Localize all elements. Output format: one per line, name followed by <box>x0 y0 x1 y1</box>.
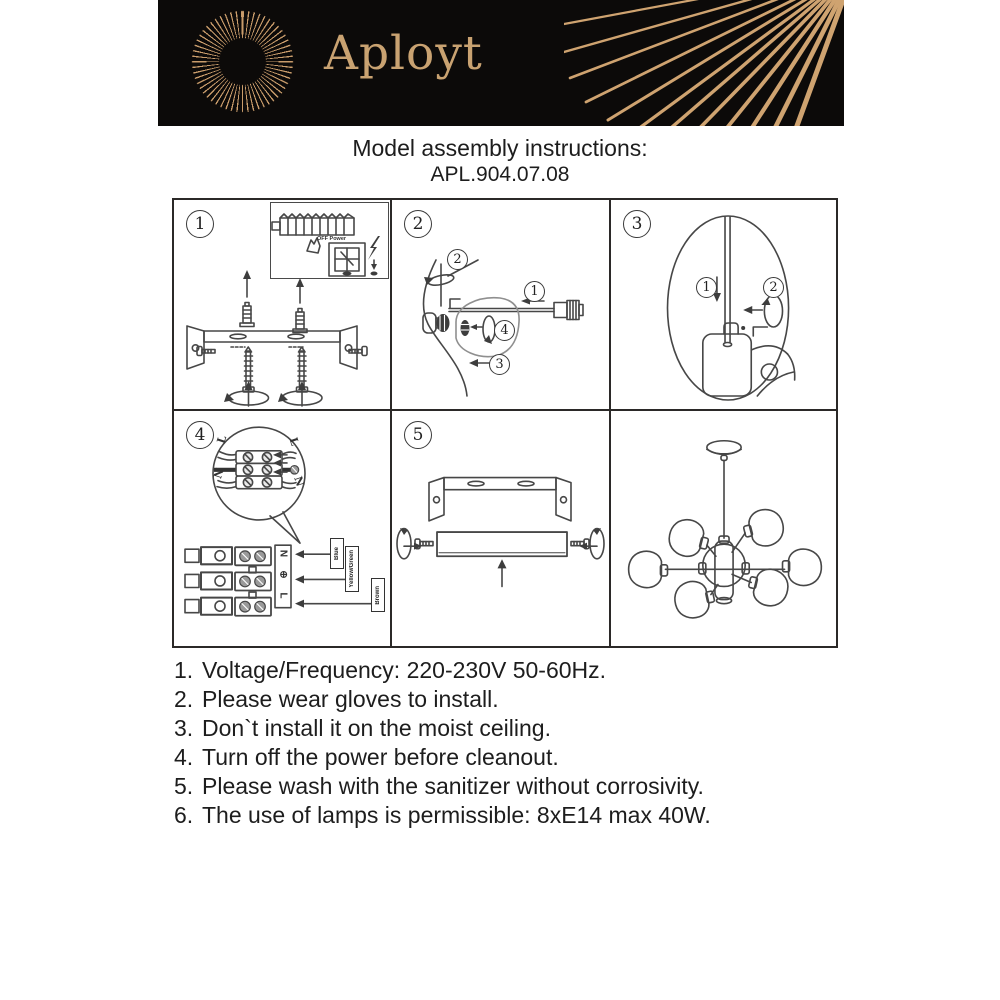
list-item: 1. Voltage/Frequency: 220-230V 50-60Hz. <box>174 657 607 683</box>
rotate-arrow-right <box>579 528 604 559</box>
wall-anchor-left <box>240 303 254 327</box>
panel-step-3 <box>611 200 836 411</box>
list-item: 5. Please wash with the sanitizer without corrosivity. <box>174 773 704 799</box>
assembly-steps-grid <box>172 198 838 648</box>
panel-3-number: 3 <box>623 210 651 238</box>
step-circle-3: 3 <box>489 354 510 375</box>
step-circle-1: 1 <box>696 277 717 298</box>
panel-1-number: 1 <box>186 210 214 238</box>
panel-finished-fixture <box>611 411 836 646</box>
safety-instructions-list <box>174 656 854 830</box>
up-arrow <box>498 559 507 586</box>
model-code: APL.904.07.08 <box>430 163 570 186</box>
wire-label-yellow-green: Yellow/Green <box>345 546 359 592</box>
list-item: 3. Don`t install it on the moist ceiling. <box>174 715 551 741</box>
socket-body <box>703 323 768 396</box>
side-screw-left <box>197 347 215 356</box>
callout-label-L-left: L <box>214 433 230 446</box>
panel-4-number: 4 <box>186 421 214 449</box>
step-circle-1: 1 <box>524 281 545 302</box>
power-off-warning-inset <box>270 202 389 279</box>
magnifier-ellipse <box>668 216 789 400</box>
panel-5-number: 5 <box>404 421 432 449</box>
page-title: Model assembly instructions: <box>352 135 648 161</box>
panel-step-5 <box>392 411 611 646</box>
brand-banner <box>158 0 844 126</box>
shade-upper-right <box>740 506 787 551</box>
chandelier-drawing <box>611 411 836 646</box>
mounting-bracket <box>187 326 357 369</box>
wire-label-brown: Brown <box>371 578 385 612</box>
list-item: 4. Turn off the power before cleanout. <box>174 744 559 770</box>
lamp-holder <box>554 301 583 320</box>
socket-nut <box>461 320 470 336</box>
panel-step-4 <box>174 411 392 646</box>
slide-arrow-3 <box>469 359 489 367</box>
rotate-arrow-left <box>397 528 422 559</box>
lamp-arm-rod <box>449 309 554 312</box>
panel-step-2 <box>392 200 611 411</box>
callout-terminal-block <box>236 451 282 489</box>
wall-anchor-right <box>293 309 307 333</box>
terminal-block <box>235 547 271 616</box>
lightning-icon <box>368 236 380 260</box>
wire-clamps <box>185 547 232 615</box>
shade-far-left <box>629 551 668 587</box>
rotate-arrow <box>743 295 782 327</box>
shade-lower-left <box>672 578 718 622</box>
corner-rays-icon <box>564 0 844 126</box>
panel-step-1 <box>174 200 392 411</box>
panel-2-number: 2 <box>404 210 432 238</box>
terminal-N-label: N <box>277 549 289 558</box>
sunburst-logo-icon <box>186 5 299 118</box>
callout-arrows <box>273 451 287 475</box>
brand-name: Aployt <box>324 26 483 81</box>
cover-plate <box>437 532 567 556</box>
rotate-arrow-middle <box>470 316 495 344</box>
callout-label-N-left: N <box>211 466 227 481</box>
wire-label-blue: Blue <box>330 538 344 569</box>
mounting-bracket <box>429 478 571 521</box>
callout-label-L-right: L <box>286 435 302 448</box>
earth-ground-icon: ⊕ <box>277 570 289 579</box>
anchor-coil <box>272 214 354 235</box>
ceiling-canopy <box>707 441 741 461</box>
breaker-box-icon <box>329 243 365 276</box>
step-circle-2: 2 <box>447 249 468 270</box>
list-item: 2. Please wear gloves to install. <box>174 686 499 712</box>
step-circle-4: 4 <box>494 320 515 341</box>
step-circle-2: 2 <box>763 277 784 298</box>
center-sphere <box>703 544 745 586</box>
terminal-L-label: L <box>277 592 289 599</box>
callout-label-N-right: N <box>291 474 307 489</box>
shade-upper-left <box>666 516 713 561</box>
list-item: 6. The use of lamps is permissible: 8xE14 max 40W. <box>174 802 711 828</box>
shade-far-right <box>783 549 822 585</box>
arms <box>665 533 784 595</box>
center-column <box>715 541 733 599</box>
power-off-label: OFF Power <box>317 236 347 242</box>
